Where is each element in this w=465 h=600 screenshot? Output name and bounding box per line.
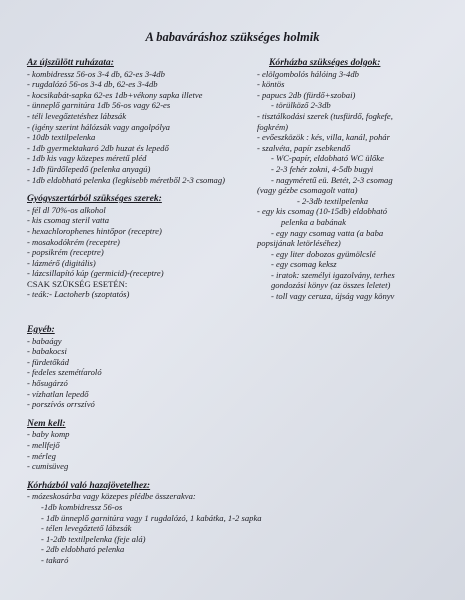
list-item: - fürdetőkád	[27, 356, 69, 367]
list-item: - tisztálkodási szerek (tusfürdő, fogkefe,	[257, 110, 393, 121]
list-item: - 1db ünneplő garnitúra vagy 1 rugdalózó, 1 kabátka, 1-2 sapka	[41, 512, 262, 523]
list-item: - takaró	[41, 554, 69, 565]
list-item: - babaágy	[27, 335, 62, 346]
list-item: popsijának letörléséhez)	[257, 238, 341, 249]
right-column	[257, 58, 395, 302]
not-needed-header: Nem kell:	[27, 417, 66, 429]
list-item: - téli levegőztetéshez lábzsák	[27, 110, 127, 121]
list-item: - porszívós orrszívó	[27, 399, 95, 410]
hospital-header: Kórházba szükséges dolgok:	[269, 57, 381, 68]
list-item: - 2db eldobható pelenka	[41, 544, 125, 555]
list-item: - elölgombolós hálóing 3-4db	[257, 68, 359, 79]
list-item: - szalvéta, papír zsebkendő	[257, 142, 351, 153]
newborn-header: Az újszülött ruházata:	[27, 57, 114, 68]
list-item: - WC-papír, eldobható WC ülőke	[271, 153, 384, 164]
list-item: - kombidressz 56-os 3-4 db, 62-es 3-4db	[27, 68, 165, 79]
list-item: - babakocsi	[27, 346, 67, 357]
list-item: - 1db gyermektakaró 2db huzat és lepedő	[27, 142, 169, 153]
list-item: - vízhatlan lepedő	[27, 388, 89, 399]
list-item: - mérleg	[27, 450, 56, 461]
list-item: - fedeles szemétt́aroló	[27, 367, 102, 378]
list-item: - 1db kis vagy közepes méretű pléd	[27, 153, 147, 164]
list-item: - köntös	[257, 79, 285, 90]
list-item: - (igény szerint hálózsák vagy angolpólya	[27, 121, 170, 132]
list-item: fogkrém)	[257, 121, 289, 132]
home-header: Kórházból való hazajövetelhez:	[27, 479, 151, 491]
list-item: - papucs 2db (fürdő+szobai)	[257, 89, 356, 100]
if-needed-header: CSAK SZÜKSÉG ESETÉN:	[27, 278, 128, 289]
home-intro: - mózeskosárba vagy közepes plédbe összerakva:	[27, 491, 196, 502]
list-item: - cumisüveg	[27, 461, 69, 472]
page-title: A babaváráshoz szükséges holmik	[145, 30, 320, 44]
list-item: - mosakodókrém (receptre)	[27, 236, 120, 247]
pharmacy-header: Gyógyszertárból szükséges szerek:	[27, 193, 162, 205]
list-item: - lázcsillapító kúp (germicid)-(receptre)	[27, 268, 164, 279]
list-item: - 10db textilpelenka	[27, 132, 96, 143]
list-item: - egy liter dobozos gyümölcslé	[271, 248, 376, 259]
list-item: - hősugárzó	[27, 378, 68, 389]
left-column	[27, 58, 262, 566]
list-item: - 1-2db textilpelenka (feje alá)	[41, 533, 146, 544]
list-item: - 2-3 fehér zokni, 4-5db bugyi	[271, 163, 374, 174]
list-item: - baby komp	[27, 429, 70, 440]
list-item: gondozási könyv (az összes leletet)	[271, 280, 391, 291]
list-item: - popsikrém (receptre)	[27, 247, 104, 258]
list-item: - egy nagy csomag vatta (a baba	[271, 227, 384, 238]
list-item: - iratok: személyi igazolvány, terhes	[271, 269, 395, 280]
list-item: - toll vagy ceruza, újság vagy könyv	[271, 291, 395, 302]
list-item: - kocsikabát-sapka 62-es 1db+vékony sapka illetve	[27, 89, 203, 100]
list-item: - 1db eldobható pelenka (legkisebb méretből 2-3 csomag)	[27, 174, 226, 185]
list-item: - lázmérő (digitális)	[27, 257, 96, 268]
list-item: - egy csomag keksz	[271, 259, 337, 270]
list-item: - törülköző 2-3db	[271, 100, 331, 111]
list-item: - mellfejő	[27, 440, 60, 450]
list-item: - 2-3db textilpelenka	[297, 195, 369, 206]
list-item: pelenka a babának	[281, 216, 346, 227]
list-item: - teák:- Lactoherb (szoptatós)	[27, 289, 130, 300]
list-item: - nagyméretű eü. Betét, 2-3 csomag	[271, 174, 393, 185]
list-item: - fél dl 70%-os alkohol	[27, 204, 106, 215]
other-header: Egyéb:	[27, 324, 55, 336]
list-item: -1db kombidressz 56-os	[41, 501, 123, 512]
list-item: - kis csomag steril vatta	[27, 215, 110, 226]
list-item: - ünneplő garnitúra 1db 56-os vagy 62-es	[27, 100, 171, 111]
list-item: - 1db fürdőlepedő (pelenka anyagú)	[27, 163, 151, 174]
list-item: - evőeszközök : kés, villa, kanál, pohár	[257, 132, 390, 143]
list-item: - rugdalózó 56-os 3-4 db, 62-es 3-4db	[27, 79, 158, 90]
list-item: - egy kis csomag (10-15db) eldobható	[257, 206, 388, 217]
list-item: - télen levegőztető lábzsák	[41, 523, 132, 534]
list-item: (vagy gézbe csomagolt vatta)	[257, 185, 358, 196]
list-item: - hexachlorophenes hintőpor (receptre)	[27, 225, 162, 236]
